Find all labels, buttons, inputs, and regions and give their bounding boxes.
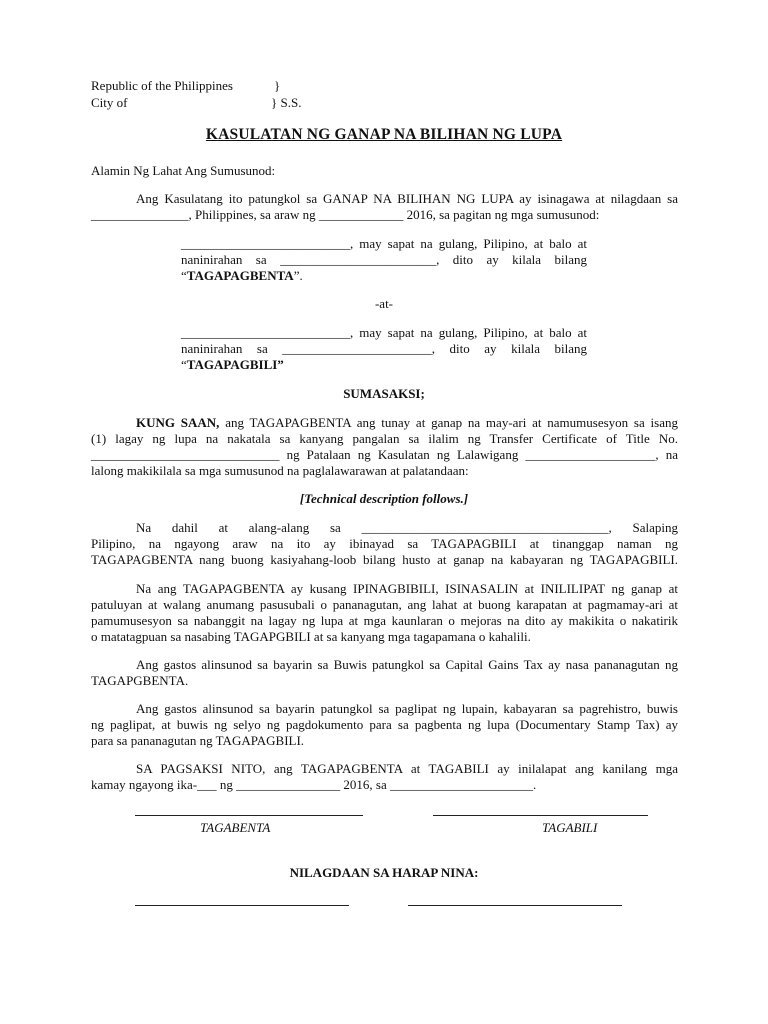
buyer-signature-label: TAGABILI (542, 820, 598, 835)
intro-line-1: Ang Kasulatang ito patungkol sa GANAP NA BILIHAN NG LUPA ay isinagawa at nilagdaan sa (136, 191, 678, 206)
witness-1-signature-line (135, 905, 349, 906)
signed-before-heading: NILAGDAAN SA HARAP NINA: (289, 865, 479, 880)
whereas-lead: KUNG SAAN, (136, 415, 220, 430)
salutation: Alamin Ng Lahat Ang Sumusunod: (91, 163, 276, 178)
sale-line-2: patuluyan at walang anumang pasusubali o pananagutan, ang lahat at buong karapatan at pagmamay-ari at (91, 597, 678, 612)
cgt-line-2: TAGAPGBENTA. (91, 673, 189, 688)
seller-role-line (181, 268, 303, 284)
header-city: City of (91, 95, 128, 110)
header-republic: Republic of the Philippines (91, 78, 233, 93)
expenses-line-3: para sa pananagutan ng TAGAPAGBILI. (91, 733, 305, 748)
buyer-role-line (181, 357, 284, 373)
sale-line-4: o matatagpuan sa nasabing TAGAPGBILI at sa kanyang mga tagapamana o kahalili. (91, 629, 531, 644)
in-witness-line-1: SA PAGSAKSI NITO, ang TAGAPAGBENTA at TAGABILI ay inilalapat ang kanilang mga (136, 761, 678, 776)
buyer-signature-line (433, 815, 648, 816)
technical-description-note: [Technical description follows.] (299, 491, 469, 506)
witnesseth-heading: SUMASAKSI; (343, 386, 425, 401)
seller-signature-line (135, 815, 363, 816)
header-brace: } (274, 78, 281, 93)
seller-line-1: __________________________, may sapat na gulang, Pilipino, at balo at (181, 236, 587, 251)
seller-close-quote: ”. (293, 268, 303, 283)
whereas-line-1-rest: ang TAGAPAGBENTA ang tunay at ganap na may-ari at namumusesyon sa isang (219, 415, 678, 430)
sale-line-3: pamumusesyon sa nabanggit na lagay ng lupa at mga kaunlaran o mejoras na dito ay makikita o nakatirik (91, 613, 678, 628)
document-title: KASULATAN NG GANAP NA BILIHAN NG LUPA (205, 126, 563, 143)
whereas-line-2: (1) lagay ng lupa na nakatala sa kanyang pangalan sa ilalim ng Transfer Certificate of Title No. (91, 431, 678, 446)
cgt-line-1: Ang gastos alinsunod sa bayarin sa Buwis patungkol sa Capital Gains Tax ay nasa pananagutan ng (136, 657, 678, 672)
whereas-line-4: lalong makikilala sa mga sumusunod na paglalawarawan at palatandaan: (91, 463, 469, 478)
and-separator: -at- (374, 296, 394, 311)
buyer-open-quote: “ (181, 357, 187, 372)
consideration-line-3: TAGAPAGBENTA nang buong kasiyahang-loob bilang husto at ganap na kabayaran ng TAGAPAGBILI. (91, 552, 678, 567)
consideration-line-2: Pilipino, na ngayong araw na ito ay ibinayad sa TAGAPAGBILI at tinanggap naman ng (91, 536, 678, 551)
sale-line-1: Na ang TAGAPAGBENTA ay kusang IPINAGBIBILI, ISINASALIN at INILILIPAT ng ganap at (136, 581, 678, 596)
buyer-line-1: __________________________, may sapat na gulang, Pilipino, at balo at (181, 325, 587, 340)
header-ss: } S.S. (271, 95, 302, 110)
whereas-line-1 (136, 415, 678, 431)
seller-open-quote: “ (181, 268, 187, 283)
expenses-line-1: Ang gastos alinsunod sa bayarin patungkol sa paglipat ng lupain, kabayaran sa pagrehistro, buwis (136, 701, 678, 716)
whereas-line-3: _____________________________ ng Patalaan ng Kasulatan ng Lalawigang ____________________, na (91, 447, 678, 462)
buyer-role: TAGAPAGBILI” (186, 357, 284, 372)
intro-line-2: _______________, Philippines, sa araw ng _____________ 2016, sa pagitan ng mga sumusunod: (91, 207, 600, 222)
in-witness-line-2: kamay ngayong ika-___ ng ________________ 2016, sa ______________________. (91, 777, 537, 792)
buyer-line-2: naninirahan sa _______________________, dito ay kilala bilang (181, 341, 587, 356)
seller-line-2: naninirahan sa ________________________, dito ay kilala bilang (181, 252, 587, 267)
consideration-line-1: Na dahil at alang-alang sa ______________________________________, Salaping (136, 520, 678, 535)
seller-role: TAGAPAGBENTA (186, 268, 294, 283)
expenses-line-2: ng paglipat, at buwis ng selyo ng pagdokumento para sa pagbenta ng lupa (Documentary Stamp Tax) ay (91, 717, 678, 732)
witness-2-signature-line (408, 905, 622, 906)
seller-signature-label: TAGABENTA (200, 820, 271, 835)
